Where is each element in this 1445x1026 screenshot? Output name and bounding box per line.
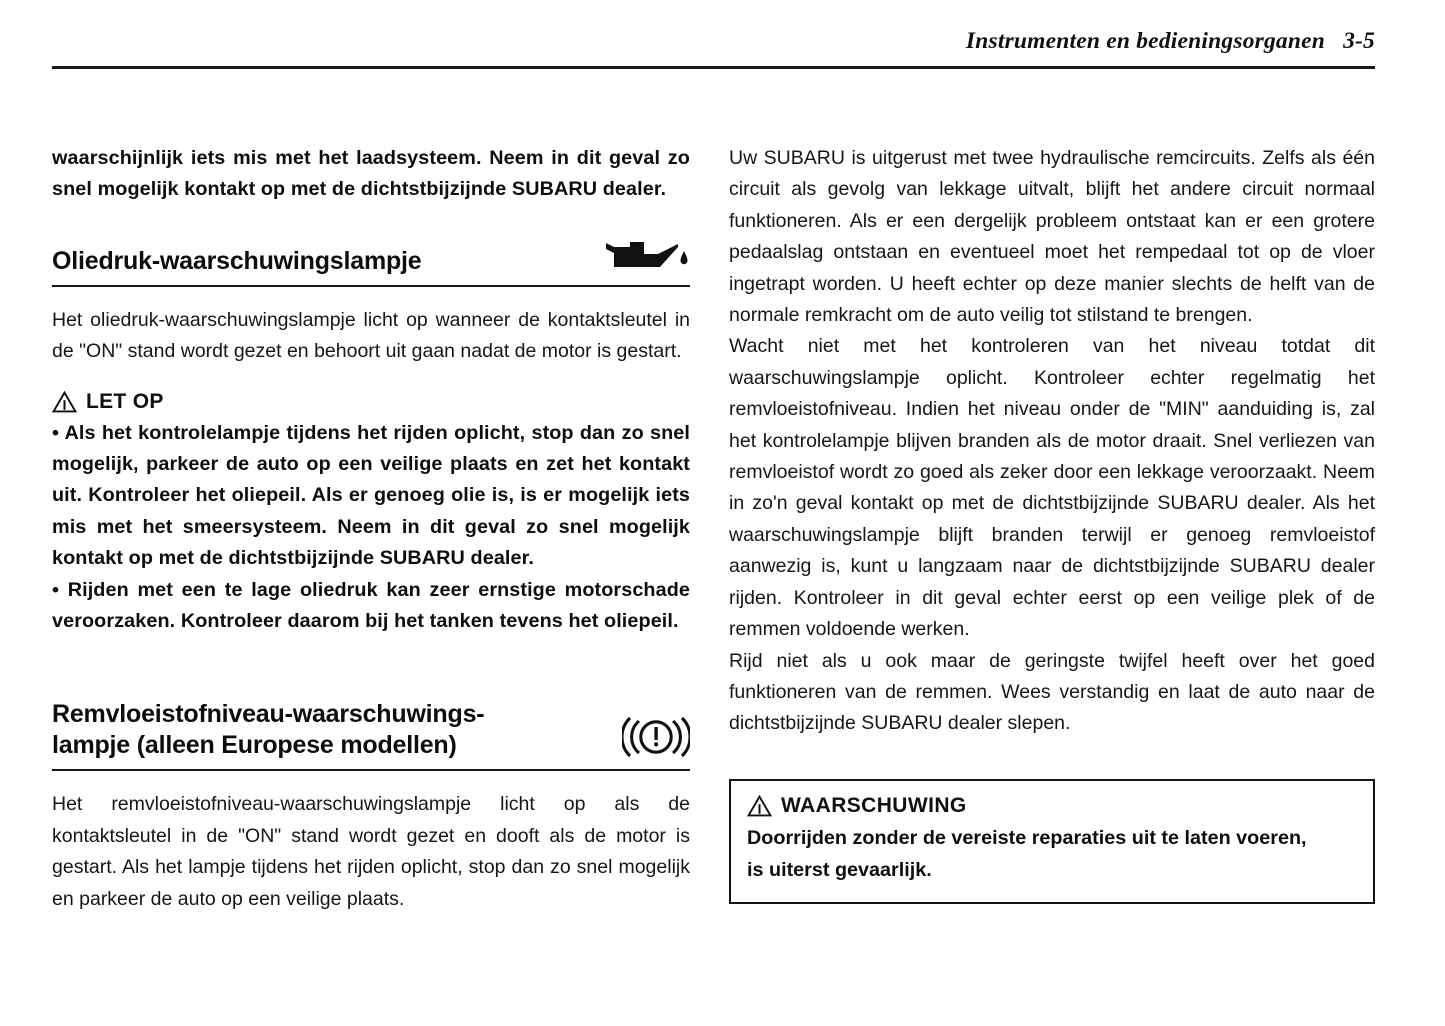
spacer: [52, 206, 690, 246]
header-divider: [52, 66, 1375, 69]
caution-bullet-1: • Als het kontrolelampje tijdens het rijden oplicht, stop dan zo snel mogelijk, parkeer de auto op een veilige plaats en zet het kontakt uit. Kontroleer het oliepeil. Als er genoeg olie is, is er mogelijk iets mis met het smeersysteem. Neem in dit geval zo snel mogelijk kontakt op met de dichtstbijzijnde SUBARU dealer.: [52, 421, 690, 570]
oil-can-icon: [598, 231, 690, 277]
section-heading-oil-pressure: [52, 246, 690, 287]
warning-triangle-icon: [747, 795, 772, 817]
section-heading-brake-fluid-line2: lampje (alleen Europese modellen): [52, 731, 457, 760]
brake-fluid-paragraph: Het remvloeistofniveau-waarschuwingslampje licht op als de kontaktsleutel in de "ON" stand wordt gezet en dooft als de motor is gestart. Als het lampje tijdens het rijden oplicht, stop dan zo snel mogelijk en parkeer de auto op een veilige plaats.: [52, 793, 690, 910]
warning-box-body-line1: Doorrijden zonder de vereiste reparaties uit te laten voeren,: [747, 827, 1307, 849]
left-column: [52, 143, 690, 915]
spacer: [52, 677, 690, 699]
running-header: [52, 28, 1375, 68]
right-paragraph-2: Wacht niet met het kontroleren van het niveau totdat dit waarschuwingslampje oplicht. Kontroleer echter regelmatig het remvloeistofniveau. Indien het niveau onder de "MIN" aanduiding is, zal het kontrolelampje blijven branden als de motor draait. Snel verliezen van remvloeistof wordt zo goed als zeker door een lekkage veroorzaakt. Neem in zo'n geval kontakt op met de dichtstbijzijnde SUBARU dealer. Als het waarschuwingslampje blijft branden terwijl er genoeg remvloeistof aanwezig is, kunt u langzaam naar de dichtstbijzijnde SUBARU dealer rijden. Kontroleer in dit geval echter eerst op een veilige plek of de remmen voldoende werken.: [729, 335, 1375, 641]
section-heading-brake-fluid-line1: Remvloeistofniveau-waarschuwings-: [52, 700, 485, 729]
warning-box-heading: [747, 794, 1357, 818]
right-paragraph-3: Rijd niet als u ook maar de geringste twijfel heeft over het goed funktioneren van de remmen. Wees verstandig en laat de auto naar de dichtstbijzijnde SUBARU dealer slepen.: [729, 649, 1375, 735]
right-paragraph-1: Uw SUBARU is uitgerust met twee hydraulische remcircuits. Zelfs als één circuit als gevolg van lekkage uitvalt, blijft het andere circuit normaal funktioneren. Als er een dergelijk probleem ontstaat kan er een grotere pedaalslag ontstaan en eventueel moet het rempedaal tot op de vloer ingetrapt worden. U heeft echter op deze manier slechts de helft van de normale remkracht om de auto veilig tot stilstand te brengen.: [729, 147, 1375, 327]
continued-paragraph: waarschijnlijk iets mis met het laadsysteem. Neem in dit geval zo snel mogelijk kontakt op met de dichtstbijzijnde SUBARU dealer.: [52, 147, 690, 201]
caution-heading: [52, 390, 690, 414]
page-number: 3-5: [1343, 28, 1375, 54]
right-column: [729, 143, 1375, 740]
oil-pressure-intro-paragraph: Het oliedruk-waarschuwingslampje licht op wanneer de kontaktsleutel in de "ON" stand wordt gezet en behoort uit gaan nadat de motor is gestart.: [52, 308, 690, 363]
spacer: [52, 637, 690, 677]
section-heading-brake-fluid: [52, 699, 690, 771]
spacer: [52, 368, 690, 390]
caution-bullet-2: • Rijden met een te lage oliedruk kan zeer ernstige motorschade veroorzaken. Kontroleer daarom bij het tanken tevens het oliepeil.: [52, 578, 690, 633]
brake-warning-icon: [598, 715, 690, 761]
warning-box-label: WAARSCHUWING: [781, 794, 967, 817]
page-title: Instrumenten en bedieningsorganen: [965, 28, 1326, 54]
header-title-group: [966, 28, 1375, 55]
warning-box-body-line2: is uiterst gevaarlijk.: [747, 858, 932, 881]
caution-label: LET OP: [86, 389, 164, 413]
section-heading-oil-pressure-label: Oliedruk-waarschuwingslampje: [52, 246, 422, 275]
section-heading-brake-fluid-label: [52, 699, 582, 761]
warning-triangle-icon: [52, 391, 77, 413]
warning-box: [729, 779, 1375, 904]
